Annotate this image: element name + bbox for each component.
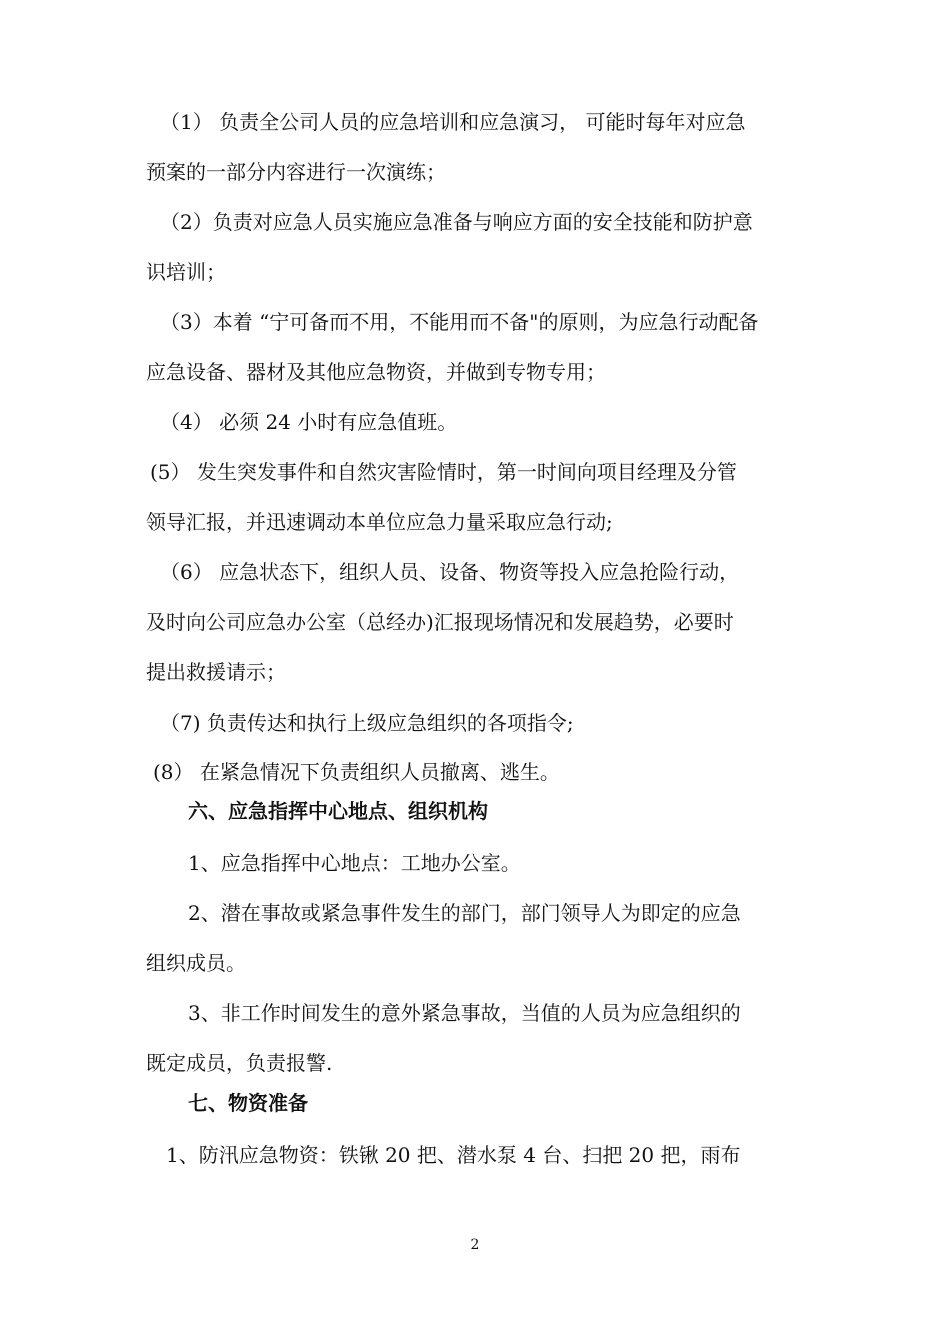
paragraph-line: 识培训；: [146, 260, 226, 284]
paragraph-line: 1、应急指挥中心地点：工地办公室。: [188, 851, 521, 875]
paragraph-line: （6） 应急状态下，组织人员、设备、物资等投入应急抢险行动，: [160, 560, 740, 584]
paragraph-line: 3、非工作时间发生的意外紧急事故，当值的人员为应急组织的: [188, 1001, 741, 1025]
paragraph-line: （1） 负责全公司人员的应急培训和应急演习， 可能时每年对应急: [160, 110, 746, 134]
paragraph-line: 组织成员。: [146, 951, 246, 975]
paragraph-line: 应急设备、器材及其他应急物资，并做到专物专用；: [146, 360, 606, 384]
paragraph-line: （4） 必须 24 小时有应急值班。: [160, 410, 458, 434]
paragraph-line: 领导汇报，并迅速调动本单位应急力量采取应急行动;: [146, 510, 613, 534]
paragraph-line: 及时向公司应急办公室（总经办)汇报现场情况和发展趋势，必要时: [146, 610, 734, 634]
paragraph-line: （2）负责对应急人员实施应急准备与响应方面的安全技能和防护意: [160, 210, 753, 234]
paragraph-line: 既定成员，负责报警.: [146, 1051, 333, 1075]
paragraph-line: 预案的一部分内容进行一次演练；: [146, 160, 446, 184]
section-heading: 六、应急指挥中心地点、组织机构: [188, 799, 488, 823]
paragraph-line: (5） 发生突发事件和自然灾害险情时，第一时间向项目经理及分管: [150, 460, 737, 484]
paragraph-line: （3）本着 “宁可备而不用，不能用而不备"的原则，为应急行动配备: [160, 310, 759, 334]
paragraph-line: 提出救援请示；: [146, 660, 286, 684]
paragraph-line: 1、防汛应急物资：铁锹 20 把、潜水泵 4 台、扫把 20 把，雨布: [166, 1143, 741, 1167]
section-heading: 七、物资准备: [188, 1091, 308, 1115]
paragraph-line: (8） 在紧急情况下负责组织人员撤离、逃生。: [153, 760, 560, 784]
page-number: 2: [470, 1237, 480, 1253]
paragraph-line: 2、潜在事故或紧急事件发生的部门，部门领导人为即定的应急: [188, 901, 741, 925]
paragraph-line: （7) 负责传达和执行上级应急组织的各项指令;: [160, 711, 574, 735]
